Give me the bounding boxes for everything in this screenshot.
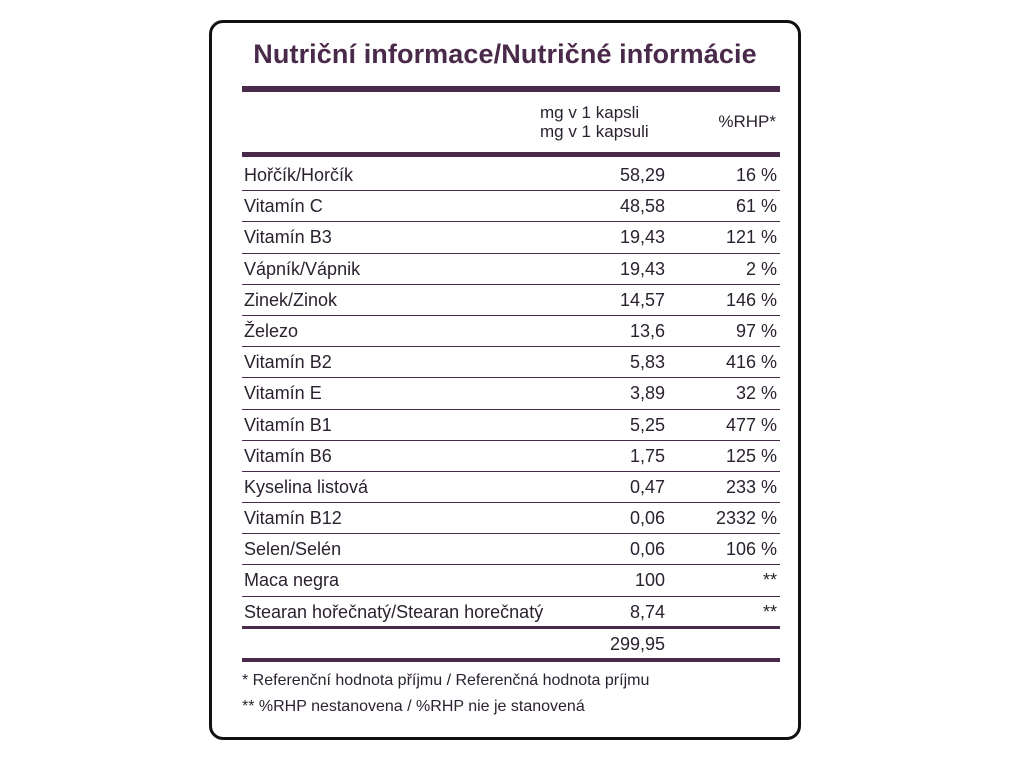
nutrient-mg: 100 — [634, 570, 665, 591]
nutrient-rhp: 16 % — [735, 165, 777, 185]
table-row — [242, 254, 780, 285]
mg-header-line2: mg v 1 kapsuli — [540, 122, 649, 141]
table-row — [242, 285, 780, 316]
table-row — [242, 378, 780, 409]
nutrient-name: Vitamín B2 — [244, 352, 332, 373]
nutrient-name: Železo — [244, 320, 299, 341]
table-row — [242, 160, 780, 191]
footnote-not-set: ** %RHP nestanovena / %RHP nie je stanovená — [242, 698, 585, 715]
nutrient-rhp: 2332 % — [715, 508, 777, 529]
table-row — [242, 597, 780, 628]
nutrient-name: Selen/Selén — [244, 539, 342, 560]
nutrient-rhp: 61 % — [735, 196, 777, 217]
nutrient-rhp: 97 % — [735, 320, 777, 341]
nutrient-mg: 13,6 — [629, 320, 665, 341]
nutrient-mg: 58,29 — [619, 165, 665, 185]
nutrient-name: Kyselina listová — [244, 476, 369, 497]
nutrition-card — [209, 20, 801, 740]
nutrient-mg: 5,25 — [629, 414, 665, 435]
nutrient-mg: 8,74 — [629, 601, 665, 622]
rhp-header: %RHP* — [718, 112, 776, 131]
nutrient-table — [242, 160, 780, 628]
nutrient-name: Hořčík/Horčík — [244, 165, 354, 185]
nutrient-name: Vitamín B3 — [244, 227, 332, 248]
table-row — [242, 410, 780, 441]
nutrient-rhp: 121 % — [725, 227, 777, 248]
nutrient-mg: 19,43 — [619, 258, 665, 279]
mg-header-line1: mg v 1 kapsli — [540, 103, 640, 122]
nutrient-rhp: 477 % — [725, 414, 777, 435]
nutrient-mg: 0,06 — [629, 539, 665, 560]
total-bottom-rule — [242, 658, 780, 662]
nutrient-rhp: 125 % — [725, 445, 777, 466]
nutrient-name: Vitamín C — [244, 196, 323, 217]
table-row — [242, 191, 780, 222]
header-top-rule — [242, 86, 780, 92]
nutrient-name: Vápník/Vápnik — [244, 258, 361, 279]
total-value: 299,95 — [609, 634, 665, 654]
table-row — [242, 565, 780, 596]
nutrient-mg: 1,75 — [629, 445, 665, 466]
nutrient-mg: 5,83 — [629, 352, 665, 373]
nutrient-mg: 0,47 — [629, 476, 665, 497]
nutrient-rhp: ** — [762, 601, 777, 622]
nutrient-rhp: 416 % — [725, 352, 777, 373]
nutrient-name: Vitamín E — [244, 383, 322, 404]
table-row — [242, 503, 780, 534]
nutrient-name: Maca negra — [244, 570, 340, 591]
nutrient-mg: 3,89 — [629, 383, 665, 404]
table-row — [242, 222, 780, 253]
nutrient-name: Zinek/Zinok — [244, 289, 338, 310]
page-title: Nutriční informace/Nutričné informácie — [253, 39, 757, 69]
total-top-rule — [242, 626, 780, 629]
nutrient-rhp: 146 % — [725, 289, 777, 310]
nutrient-rhp: 106 % — [725, 539, 777, 560]
nutrient-mg: 0,06 — [629, 508, 665, 529]
nutrient-rhp: 32 % — [735, 383, 777, 404]
nutrient-rhp: ** — [762, 570, 777, 591]
table-row — [242, 534, 780, 565]
table-row — [242, 347, 780, 378]
nutrient-name: Vitamín B12 — [244, 508, 342, 529]
nutrient-rhp: 233 % — [725, 476, 777, 497]
header-bottom-rule — [242, 152, 780, 157]
table-row — [242, 472, 780, 503]
table-row — [242, 316, 780, 347]
total-row — [242, 630, 780, 658]
nutrient-name: Stearan hořečnatý/Stearan horečnatý — [244, 601, 544, 622]
nutrient-mg: 19,43 — [619, 227, 665, 248]
nutrient-mg: 14,57 — [619, 289, 665, 310]
table-row — [242, 441, 780, 472]
footnote-reference: * Referenční hodnota příjmu / Referenčná hodnota príjmu — [242, 672, 650, 689]
nutrient-name: Vitamín B6 — [244, 445, 332, 466]
nutrient-mg: 48,58 — [619, 196, 665, 217]
nutrient-name: Vitamín B1 — [244, 414, 332, 435]
nutrient-rhp: 2 % — [745, 258, 777, 279]
